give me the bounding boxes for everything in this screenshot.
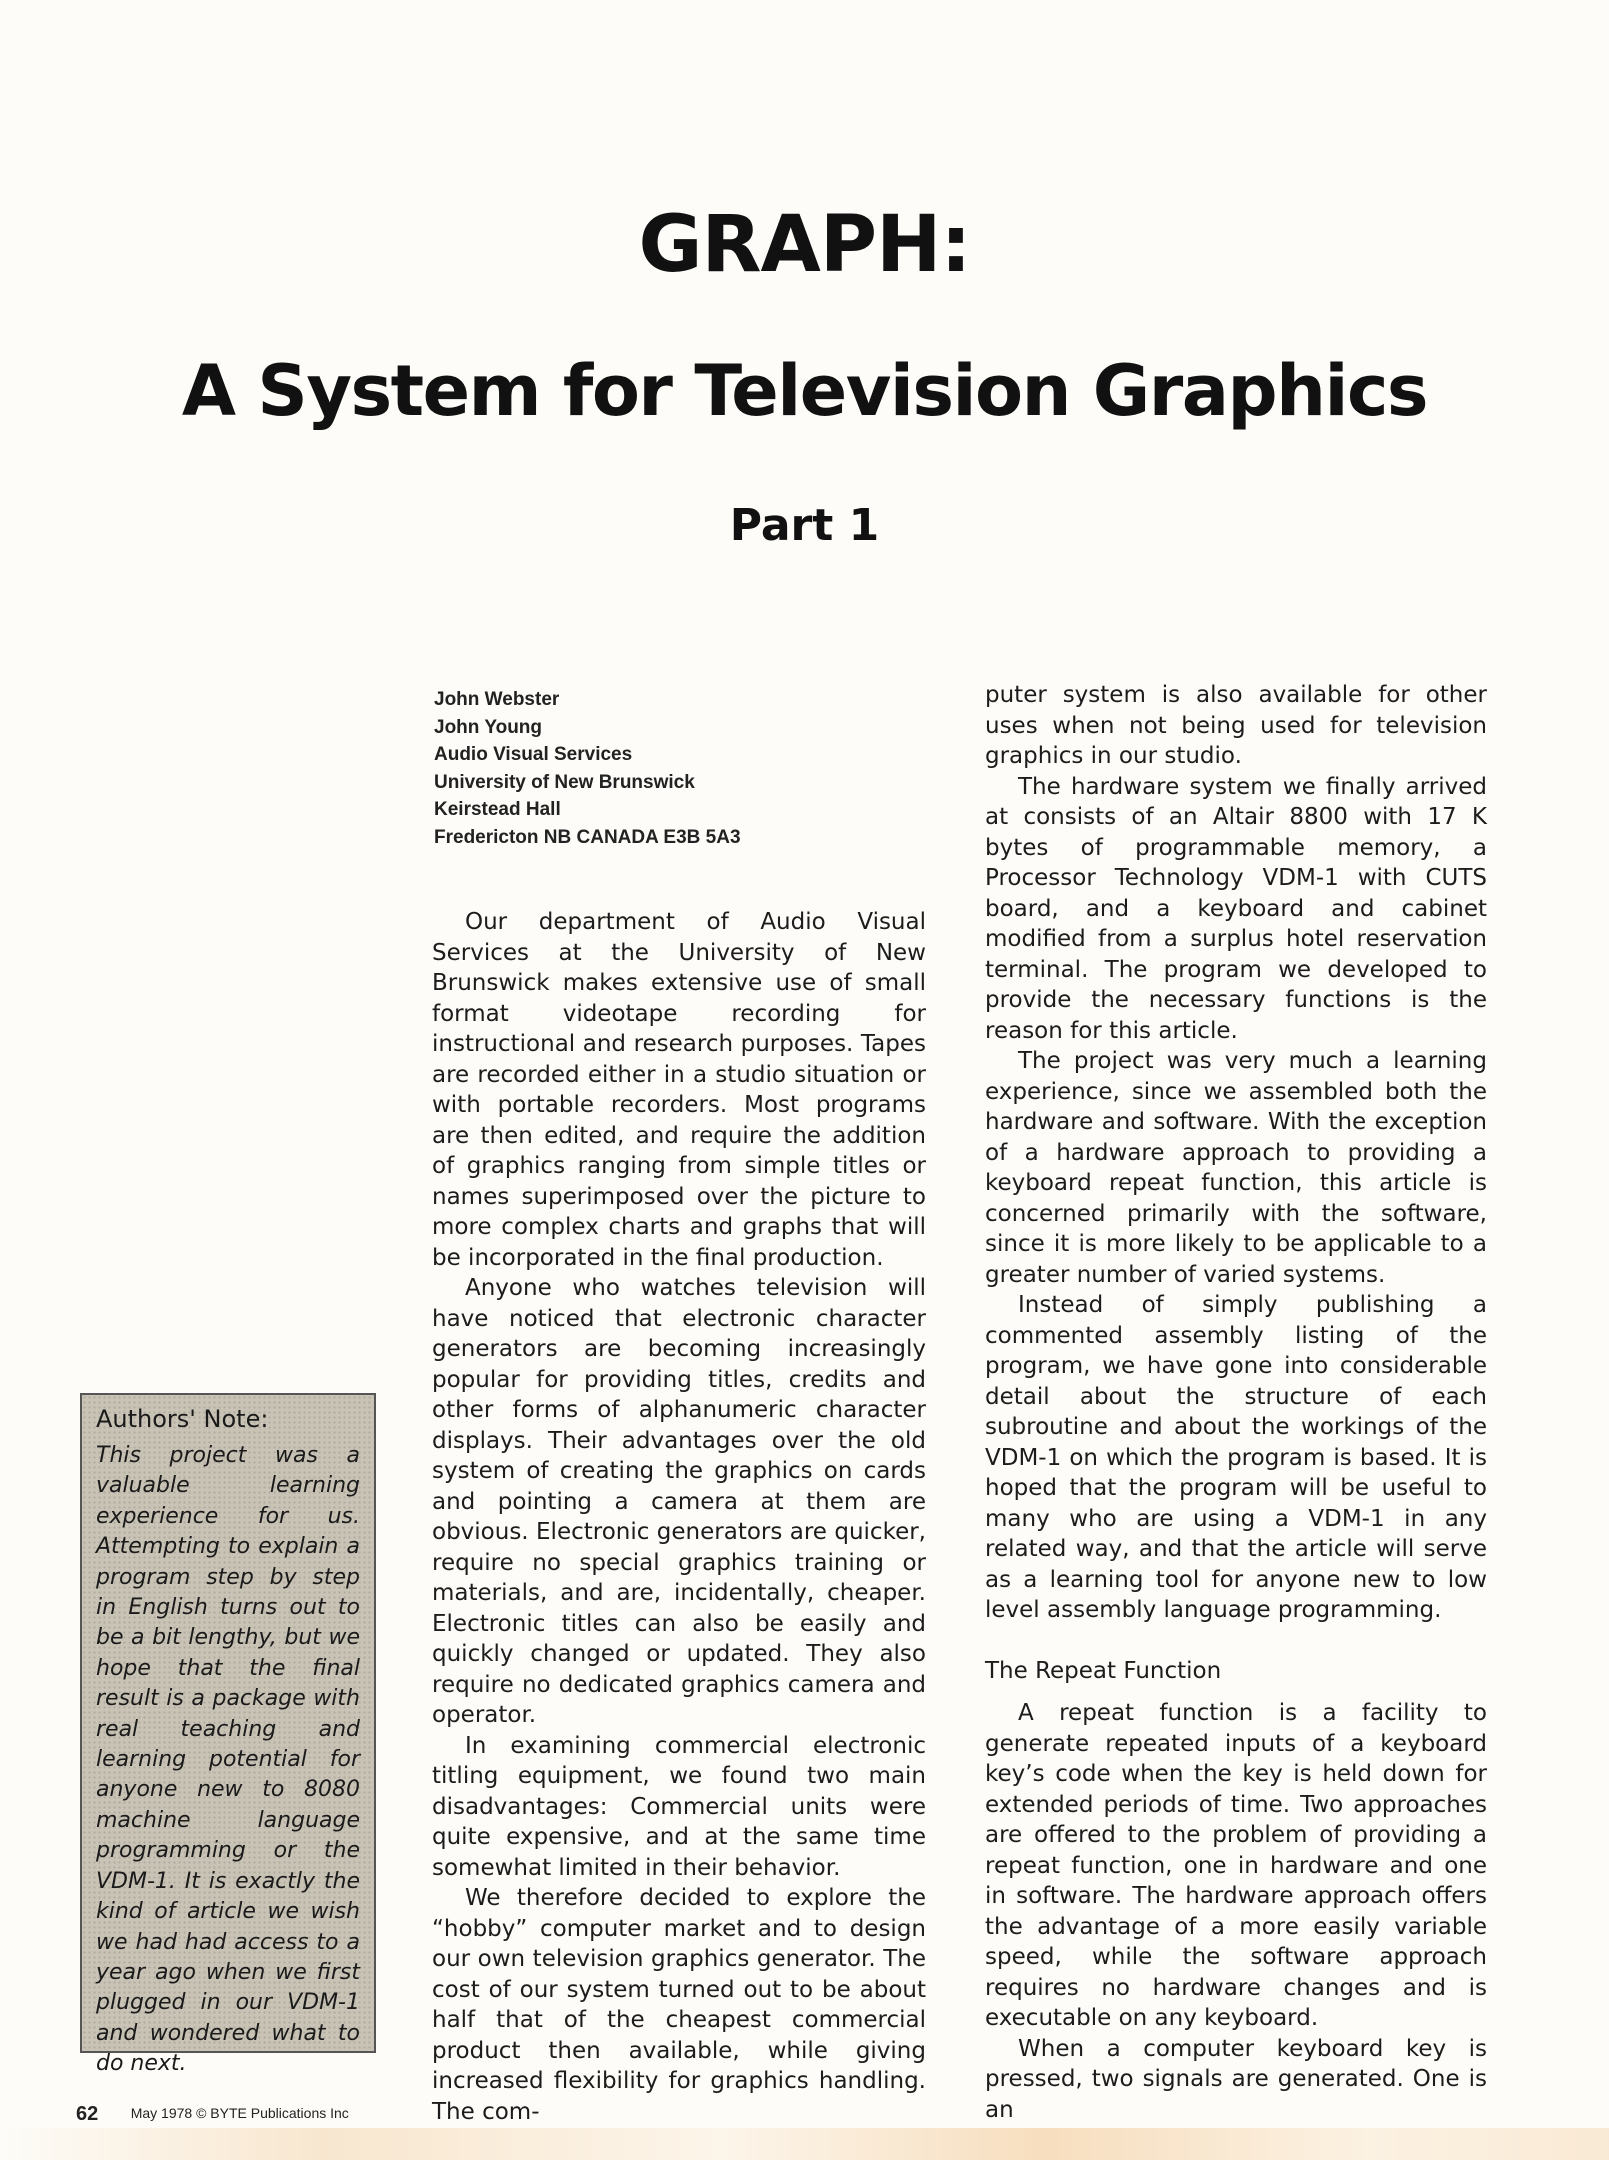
section-heading: The Repeat Function [985, 1657, 1222, 1684]
authors-note-sidebar [80, 1393, 376, 2077]
article-title: GRAPH: [638, 200, 971, 290]
body-paragraph: In examining commercial electronic titling equipment, we found two main disadvantages: Commercial units were quite expensive, and at the same time somewhat limited in their behavior. [432, 1732, 926, 1881]
page-footer [76, 2103, 349, 2126]
article-part-label: Part 1 [729, 500, 880, 551]
body-paragraph: A repeat function is a facility to generate repeated inputs of a keyboard key’s code when the key is held down for extended periods of time. Two approaches are offered to the problem of providing a repeat function, one in hardware and one in software. The hardware approach offers the advantage of a more easily variable speed, while the software approach requires no hardware changes and is executable on any keyboard. [985, 1700, 1487, 2031]
body-column-right [985, 680, 1487, 2125]
body-paragraph: When a computer keyboard key is pressed, two signals are generated. One is an [985, 2035, 1487, 2123]
body-paragraph: We therefore decided to explore the “hobby” computer market and to design our own television graphics generator. The cost of our system turned out to be about half that of the cheapest commercial product then available, while giving increased flexibility for graphics handling. The com- [432, 1885, 926, 2125]
author-university: University of New Brunswick [434, 771, 695, 793]
body-paragraph: Instead of simply publishing a commented assembly listing of the program, we have gone into considerable detail about the structure of each subroutine and about the workings of the VDM-1 on which the program is based. It is hoped that the program will be useful to many who are using a VDM-1 in any related way, and that the article will serve as a learning tool for anyone new to low level assembly language programming. [985, 1292, 1487, 1623]
article-subtitle: A System for Television Graphics [181, 350, 1428, 432]
publication-credit: May 1978 © BYTE Publications Inc [130, 2105, 349, 2121]
paper-edge-discoloration [0, 2128, 1609, 2160]
body-paragraph-continued: puter system is also available for other uses when not being used for television graphics in our studio. [985, 682, 1487, 769]
authors-note-heading: Authors' Note: [96, 1405, 269, 1433]
author-department: Audio Visual Services [434, 744, 633, 766]
page-number: 62 [76, 2103, 99, 2125]
body-paragraph: The hardware system we finally arrived at consists of an Altair 8800 with 17 K bytes of programmable memory, a Processor Technology VDM-1 with CUTS board, and a keyboard and cabinet modified from a surplus hotel reservation terminal. The program we developed to provide the necessary functions is the reason for this article. [985, 773, 1487, 1044]
authors-note-text: This project was a valuable learning experience for us. Attempting to explain a program step by step in English turns out to be a bit lengthy, but we hope that the final result is a package with real teaching and learning potential for anyone new to 8080 machine language programming or the VDM-1. It is exactly the kind of article we wish we had had access to a year ago when we first plugged in our VDM-1 and wondered what to do next. [96, 1443, 360, 2077]
author-building: Keirstead Hall [434, 799, 561, 821]
author-name: John Webster [434, 689, 560, 710]
body-paragraph: Anyone who watches television will have noticed that electronic character generators are becoming increasingly popular for providing titles, credits and other forms of alphanumeric character displays. Their advantages over the old system of creating the graphics on cards and pointing a camera at them are obvious. Electronic generators are quicker, require no special graphics training or materials, and are, incidentally, cheaper. Electronic titles can also be easily and quickly changed or updated. They also require no dedicated graphics camera and operator. [432, 1275, 926, 1728]
author-name: John Young [434, 716, 543, 738]
author-address: Fredericton NB CANADA E3B 5A3 [434, 826, 741, 848]
body-column-middle [432, 907, 926, 2127]
author-affiliation-block [434, 686, 934, 852]
body-paragraph: The project was very much a learning experience, since we assembled both the hardware and software. With the exception of a hardware approach to providing a keyboard repeat function, this article is concerned primarily with the software, since it is more likely to be applicable to a greater number of varied systems. [985, 1048, 1487, 1288]
body-paragraph: Our department of Audio Visual Services at the University of New Brunswick makes extensive use of small format videotape recording for instructional and research purposes. Tapes are recorded either in a studio situation or with portable recorders. Most programs are then edited, and require the addition of graphics ranging from simple titles or names superimposed over the picture to more complex charts and graphs that will be incorporated in the final production. [432, 909, 926, 1271]
